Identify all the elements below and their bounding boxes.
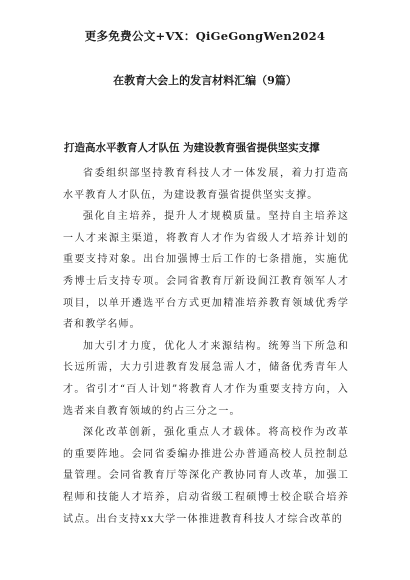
paragraph-recruitment: 加大引才力度，优化人才来源结构。统筹当下所急和长远所需，大力引进教育发展急需人才，储备优秀青年人才。省引才“百人计划”将教育人才作为重要支持方向，入选者来自教育领域的约占三分之一。 <box>63 340 349 417</box>
document-body <box>63 163 349 530</box>
document-title: 在教育大会上的发言材料汇编（9篇） <box>113 74 297 87</box>
paragraph-intro: 省委组织部坚持教育科技人才一体发展，着力打造高水平教育人才队伍，为建设教育强省提供坚实支撑。 <box>63 168 349 201</box>
section-heading: 打造高水平教育人才队伍 为建设教育强省提供坚实支撑 <box>64 142 320 154</box>
paragraph-training: 强化自主培养，提升人才规模质量。坚持自主培养这一人才来源主渠道，将教育人才作为省级人才培养计划的重要支持对象。出台加强博士后工作的七条措施，实施优秀博士后支持专项。会同省教育厅新设阆江教育领军人才项目，以单开遴选平台方式更加精准培养教育领域优秀学者和教学名师。 <box>63 211 349 331</box>
paragraph-reform: 深化改革创新，强化重点人才载体。将高校作为改革的重要阵地。会同省委编办推进公办普通高校人员控制总量管理。会同省教育厅等深化产教协同育人改革，加强工程师和技能人才培养，启动省级工程硕博士校企联合培养试点。出台支持xx大学一体推进教育科技人才综合改革的 <box>63 427 349 525</box>
promo-header: 更多免费公文+VX：QiGeGongWen2024 <box>84 29 326 43</box>
